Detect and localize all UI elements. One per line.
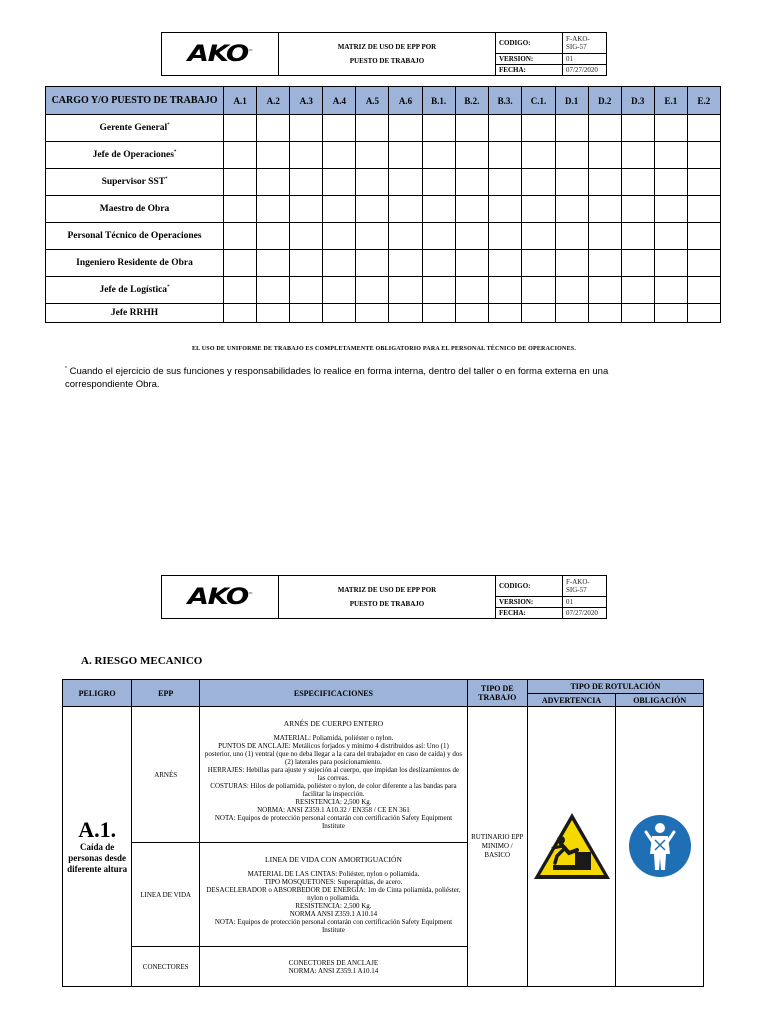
matrix-cell (588, 115, 621, 142)
uniform-note: EL USO DE UNIFORME DE TRABAJO ES COMPLETAMENTE OBLIGATORIO PARA EL PERSONAL TÉCNICO DE OPERACIONES. (191, 346, 577, 352)
role-column-header: CARGO Y/O PUESTO DE TRABAJO (46, 87, 224, 115)
column-header: E.2 (687, 87, 720, 115)
matrix-cell (323, 304, 356, 323)
fall-warning-icon (531, 810, 613, 882)
matrix-cell (290, 223, 323, 250)
matrix-cell (555, 250, 588, 277)
column-header: C.1. (522, 87, 555, 115)
matrix-cell (654, 115, 687, 142)
matrix-cell (588, 142, 621, 169)
column-header: D.2 (588, 87, 621, 115)
matrix-cell (224, 304, 257, 323)
table-row (46, 304, 721, 323)
matrix-cell (522, 250, 555, 277)
spec-harness: ARNÉS DE CUERPO ENTERO MATERIAL: Poliamida, poliéster o nylon. PUNTOS DE ANCLAJE: Metálicos forjados y mínimo 4 distribuidos así: Uno (1) posterior, uno (1) ventral (que no deba llegar a la cara del trabajador en caso de caída) y dos (2) laterales para posicionamiento. HERRAJES: Hebillas para ajuste y sujeción al cuerpo, que impidan los deslizamientos de las correas. COSTURAS: Hilos de poliamida, poliéster o nylon, de color diferente a las bandas para facilitar la inspección. RESISTENCIA: 2,500 Kg. NORMA: ANSI Z359.1 A10.32 / EN358 / CE EN 361 NOTA: Equipos de protección personal contarán con certificación Safety Equipment Institute (200, 707, 468, 843)
advertencia-header: ADVERTENCIA (527, 694, 616, 707)
fecha-value: 07/27/2020 (563, 64, 607, 75)
matrix-cell (555, 277, 588, 304)
epp-matrix-table (45, 86, 721, 323)
role-name: Jefe de Operaciones* (46, 142, 224, 169)
matrix-cell (489, 223, 522, 250)
matrix-cell (455, 196, 488, 223)
table-row (46, 169, 721, 196)
hazard-cell (63, 707, 132, 987)
matrix-cell (687, 304, 720, 323)
warning-sign-cell (527, 707, 616, 987)
matrix-cell (257, 277, 290, 304)
matrix-cell (323, 142, 356, 169)
obligacion-header: OBLIGACIÓN (616, 694, 704, 707)
matrix-cell (522, 115, 555, 142)
epp-header: EPP (132, 680, 200, 707)
column-header: A.5 (356, 87, 389, 115)
column-header: E.1 (654, 87, 687, 115)
version-value: 01 (563, 596, 607, 607)
footnote: * Cuando el ejercicio de sus funciones y responsabilidades lo realice en forma interna, dentro del taller o en forma externa en una correspondiente Obra. (65, 366, 609, 391)
matrix-cell (257, 223, 290, 250)
matrix-cell (522, 196, 555, 223)
matrix-cell (687, 142, 720, 169)
column-header: A.4 (323, 87, 356, 115)
matrix-cell (290, 250, 323, 277)
matrix-cell (422, 223, 455, 250)
matrix-cell (621, 223, 654, 250)
matrix-cell (588, 169, 621, 196)
table-row (46, 196, 721, 223)
matrix-cell (422, 169, 455, 196)
matrix-cell (621, 304, 654, 323)
matrix-cell (555, 115, 588, 142)
matrix-cell (257, 115, 290, 142)
matrix-cell (290, 169, 323, 196)
version-label: VERSION: (496, 596, 563, 607)
codigo-value: F-AKO-SIG-57 (563, 576, 607, 597)
hazard-code: A.1. (78, 817, 117, 842)
matrix-cell (687, 196, 720, 223)
codigo-label: CODIGO: (496, 33, 563, 54)
matrix-cell (323, 250, 356, 277)
matrix-cell (356, 277, 389, 304)
role-name: Gerente General* (46, 115, 224, 142)
column-header: A.1 (224, 87, 257, 115)
matrix-cell (522, 169, 555, 196)
matrix-cell (555, 142, 588, 169)
risk-table (62, 679, 704, 987)
matrix-cell (621, 196, 654, 223)
tipo-trabajo-header: TIPO DE TRABAJO (467, 680, 527, 707)
matrix-cell (290, 277, 323, 304)
table-row (46, 223, 721, 250)
column-header: A.2 (257, 87, 290, 115)
matrix-cell (654, 250, 687, 277)
matrix-cell (290, 196, 323, 223)
matrix-cell (422, 115, 455, 142)
matrix-cell (389, 169, 422, 196)
matrix-cell (522, 142, 555, 169)
matrix-cell (654, 169, 687, 196)
company-logo: AKO™ (162, 33, 279, 76)
matrix-cell (455, 115, 488, 142)
harness-mandatory-icon (628, 814, 692, 878)
matrix-cell (489, 196, 522, 223)
document-header-page2 (161, 575, 607, 619)
matrix-cell (687, 250, 720, 277)
column-header: D.1 (555, 87, 588, 115)
version-label: VERSION: (496, 53, 563, 64)
table-row (46, 250, 721, 277)
matrix-cell (455, 142, 488, 169)
document-title: MATRIZ DE USO DE EPP POR PUESTO DE TRABAJO (279, 576, 496, 619)
matrix-cell (290, 142, 323, 169)
matrix-cell (555, 223, 588, 250)
matrix-cell (588, 196, 621, 223)
document-title: MATRIZ DE USO DE EPP POR PUESTO DE TRABAJO (279, 33, 496, 76)
company-logo: AKO™ (162, 576, 279, 619)
codigo-label: CODIGO: (496, 576, 563, 597)
matrix-cell (323, 277, 356, 304)
table-row (46, 142, 721, 169)
matrix-cell (522, 304, 555, 323)
matrix-cell (555, 169, 588, 196)
hazard-description: Caída de personas desde diferente altura (67, 842, 128, 874)
matrix-cell (555, 304, 588, 323)
matrix-cell (687, 277, 720, 304)
matrix-cell (257, 304, 290, 323)
matrix-cell (389, 142, 422, 169)
matrix-cell (389, 115, 422, 142)
matrix-cell (522, 277, 555, 304)
matrix-cell (621, 115, 654, 142)
matrix-cell (522, 223, 555, 250)
matrix-cell (588, 223, 621, 250)
matrix-cell (257, 250, 290, 277)
column-header: B.1. (422, 87, 455, 115)
role-name: Jefe de Logística* (46, 277, 224, 304)
fecha-label: FECHA: (496, 607, 563, 618)
column-header: D.3 (621, 87, 654, 115)
matrix-cell (224, 142, 257, 169)
matrix-cell (356, 250, 389, 277)
matrix-cell (323, 169, 356, 196)
matrix-cell (654, 196, 687, 223)
matrix-cell (389, 223, 422, 250)
matrix-cell (422, 304, 455, 323)
matrix-cell (389, 304, 422, 323)
tipo-trabajo-value: RUTINARIO EPP MINIMO / BASICO (467, 707, 527, 987)
matrix-cell (489, 142, 522, 169)
matrix-cell (654, 223, 687, 250)
column-header: A.6 (389, 87, 422, 115)
matrix-cell (224, 115, 257, 142)
matrix-cell (356, 223, 389, 250)
matrix-cell (621, 277, 654, 304)
matrix-cell (389, 250, 422, 277)
spec-lifeline: LINEA DE VIDA CON AMORTIGUACIÓN MATERIAL DE LAS CINTAS: Poliéster, nylon o poliamida. TIPO MOSQUETONES: Superapútlas, de acero. DESACELERADOR o ABSORBEDOR DE ENERGÍA: 1m de Cinta poliamida, poliéster, nylon o poliamida. RESISTENCIA: 2,500 Kg. NORMA ANSI Z359.1 A10.14 NOTA: Equipos de protección personal contarán con certificación Safety Equipment Institute (200, 843, 468, 947)
matrix-cell (257, 169, 290, 196)
matrix-cell (290, 304, 323, 323)
epp-harness: ARNÉS (132, 707, 200, 843)
spec-connectors: CONECTORES DE ANCLAJE NORMA: ANSI Z359.1 A10.14 (200, 947, 468, 987)
rotulacion-header: TIPO DE ROTULACIÓN (527, 680, 703, 694)
matrix-cell (455, 304, 488, 323)
version-value: 01 (563, 53, 607, 64)
role-name: Supervisor SST* (46, 169, 224, 196)
matrix-cell (489, 304, 522, 323)
matrix-cell (588, 304, 621, 323)
matrix-cell (224, 196, 257, 223)
matrix-cell (389, 196, 422, 223)
especificaciones-header: ESPECIFICACIONES (200, 680, 468, 707)
matrix-cell (323, 196, 356, 223)
matrix-cell (257, 196, 290, 223)
matrix-cell (224, 250, 257, 277)
table-row (46, 115, 721, 142)
matrix-cell (356, 196, 389, 223)
matrix-cell (422, 277, 455, 304)
epp-connectors: CONECTORES (132, 947, 200, 987)
role-name: Personal Técnico de Operaciones (46, 223, 224, 250)
matrix-cell (422, 196, 455, 223)
matrix-cell (489, 250, 522, 277)
matrix-cell (455, 277, 488, 304)
matrix-cell (422, 250, 455, 277)
matrix-cell (489, 169, 522, 196)
matrix-cell (323, 223, 356, 250)
fecha-label: FECHA: (496, 64, 563, 75)
matrix-cell (356, 304, 389, 323)
matrix-cell (323, 115, 356, 142)
peligro-header: PELIGRO (63, 680, 132, 707)
matrix-cell (687, 115, 720, 142)
matrix-cell (687, 223, 720, 250)
matrix-cell (356, 169, 389, 196)
matrix-cell (654, 304, 687, 323)
matrix-cell (257, 142, 290, 169)
codigo-value: F-AKO-SIG-57 (563, 33, 607, 54)
matrix-cell (588, 277, 621, 304)
matrix-cell (290, 115, 323, 142)
section-title: A. RIESGO MECANICO (81, 655, 203, 667)
matrix-cell (489, 115, 522, 142)
column-header: A.3 (290, 87, 323, 115)
matrix-cell (555, 196, 588, 223)
role-name: Maestro de Obra (46, 196, 224, 223)
table-row (46, 277, 721, 304)
matrix-cell (654, 142, 687, 169)
matrix-cell (621, 142, 654, 169)
matrix-cell (224, 277, 257, 304)
role-name: Ingeniero Residente de Obra (46, 250, 224, 277)
matrix-cell (455, 169, 488, 196)
epp-lifeline: LINEA DE VIDA (132, 843, 200, 947)
matrix-cell (489, 277, 522, 304)
column-header: B.3. (489, 87, 522, 115)
matrix-cell (422, 142, 455, 169)
matrix-cell (687, 169, 720, 196)
fecha-value: 07/27/2020 (563, 607, 607, 618)
matrix-cell (588, 250, 621, 277)
matrix-cell (356, 142, 389, 169)
matrix-cell (654, 277, 687, 304)
matrix-cell (455, 250, 488, 277)
matrix-cell (224, 169, 257, 196)
column-header: B.2. (455, 87, 488, 115)
matrix-cell (389, 277, 422, 304)
matrix-cell (621, 169, 654, 196)
matrix-cell (621, 250, 654, 277)
matrix-cell (356, 115, 389, 142)
matrix-cell (224, 223, 257, 250)
document-header (161, 32, 607, 76)
matrix-cell (455, 223, 488, 250)
role-name: Jefe RRHH (46, 304, 224, 323)
mandatory-sign-cell (616, 707, 704, 987)
